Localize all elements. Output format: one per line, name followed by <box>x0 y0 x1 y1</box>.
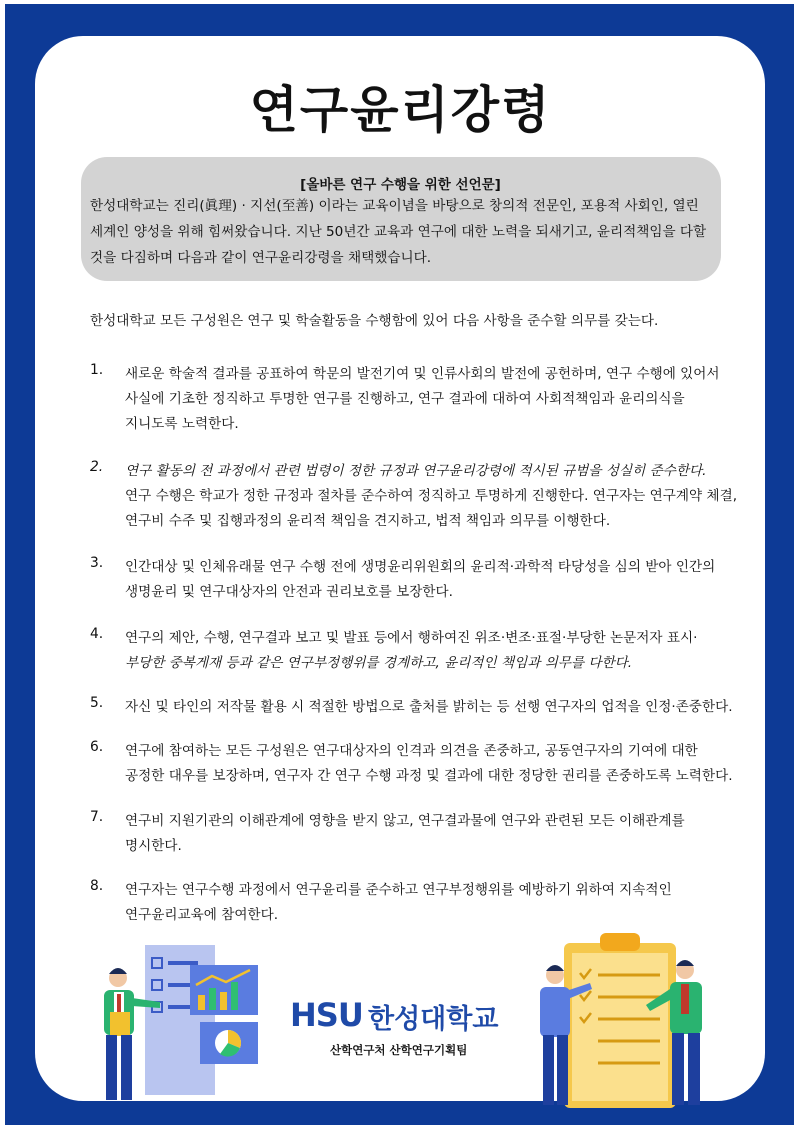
item-line: 새로운 학술적 결과를 공표하여 학문의 발전기여 및 인류사회의 발전에 공헌하며, 연구 수행에 있어서 <box>125 366 720 382</box>
item-number: 7. <box>90 809 104 825</box>
item-number: 5. <box>90 695 104 711</box>
item-line: 생명윤리 및 연구대상자의 안전과 권리보호를 보장한다. <box>125 584 453 600</box>
item-number: 8. <box>90 878 104 894</box>
item-line: 연구비 수주 및 집행과정의 윤리적 책임을 견지하고, 법적 책임과 의무를 이행한다. <box>125 513 611 529</box>
item-number: 3. <box>90 555 104 571</box>
item-line: 연구 수행은 학교가 정한 규정과 절차를 준수하여 정직하고 투명하게 진행한다. 연구자는 연구계약 체결, <box>125 488 738 504</box>
item-line: 명시한다. <box>125 838 182 854</box>
department-name: 산학연구처 산학연구기획팀 <box>330 1043 468 1057</box>
declaration-line: 한성대학교는 진리(眞理) · 지선(至善) 이라는 교육이념을 바탕으로 창의적 전문인, 포용적 사회인, 열린 <box>90 198 699 214</box>
pie-chart-icon <box>200 1022 258 1064</box>
right-illustration <box>520 925 725 1115</box>
item-line: 연구 활동의 전 과정에서 관련 법령이 정한 규정과 연구윤리강령에 적시된 규범을 성실히 준수한다. <box>125 463 707 479</box>
clipboard-icon <box>564 933 676 1108</box>
hsu-logo-mark: HSU <box>290 996 363 1034</box>
item-line: 공정한 대우를 보장하며, 연구자 간 연구 수행 과정 및 결과에 대한 정당한 권리를 존중하도록 노력한다. <box>125 768 733 784</box>
declaration-heading: [올바른 연구 수행을 위한 선언문] <box>300 177 501 193</box>
page-title: 연구윤리강령 <box>249 81 552 139</box>
item-line: 부당한 중복게재 등과 같은 연구부정행위를 경계하고, 윤리적인 책임과 의무를 다한다. <box>125 655 633 671</box>
university-name: 한성대학교 <box>368 1004 499 1035</box>
item-line: 연구의 제안, 수행, 연구결과 보고 및 발표 등에서 행하여진 위조·변조·표절·부당한 논문저자 표시· <box>125 630 698 646</box>
item-number: 2. <box>90 459 104 475</box>
intro-text: 한성대학교 모든 구성원은 연구 및 학술활동을 수행함에 있어 다음 사항을 준수할 의무를 갖는다. <box>90 313 659 329</box>
bar-chart-icon <box>190 965 258 1015</box>
university-logo <box>290 996 520 1066</box>
item-line: 연구비 지원기관의 이해관계에 영향을 받지 않고, 연구결과물에 연구와 관련된 모든 이해관계를 <box>125 813 685 829</box>
item-line: 연구에 참여하는 모든 구성원은 연구대상자의 인격과 의견을 존중하고, 공동연구자의 기여에 대한 <box>125 743 698 759</box>
item-line: 연구윤리교육에 참여한다. <box>125 907 279 923</box>
item-line: 사실에 기초한 정직하고 투명한 연구를 진행하고, 연구 결과에 대하여 사회적책임과 윤리의식을 <box>125 391 685 407</box>
declaration-text <box>90 193 710 271</box>
item-line: 자신 및 타인의 저작물 활용 시 적절한 방법으로 출처를 밝히는 등 선행 연구자의 업적을 인정·존중한다. <box>125 699 733 715</box>
item-line: 지니도록 노력한다. <box>125 416 239 432</box>
item-line: 연구자는 연구수행 과정에서 연구윤리를 준수하고 연구부정행위를 예방하기 위하여 지속적인 <box>125 882 672 898</box>
declaration-line: 것을 다짐하며 다음과 같이 연구윤리강령을 채택했습니다. <box>90 250 432 266</box>
item-number: 4. <box>90 626 104 642</box>
item-number: 1. <box>90 362 104 378</box>
declaration-line: 세계인 양성을 위해 힘써왔습니다. 지난 50년간 교육과 연구에 대한 노력을 되새기고, 윤리적책임을 다할 <box>90 224 707 240</box>
item-line: 인간대상 및 인체유래물 연구 수행 전에 생명윤리위원회의 윤리적·과학적 타당성을 심의 받아 인간의 <box>125 559 716 575</box>
item-number: 6. <box>90 739 104 755</box>
left-illustration <box>90 940 280 1115</box>
